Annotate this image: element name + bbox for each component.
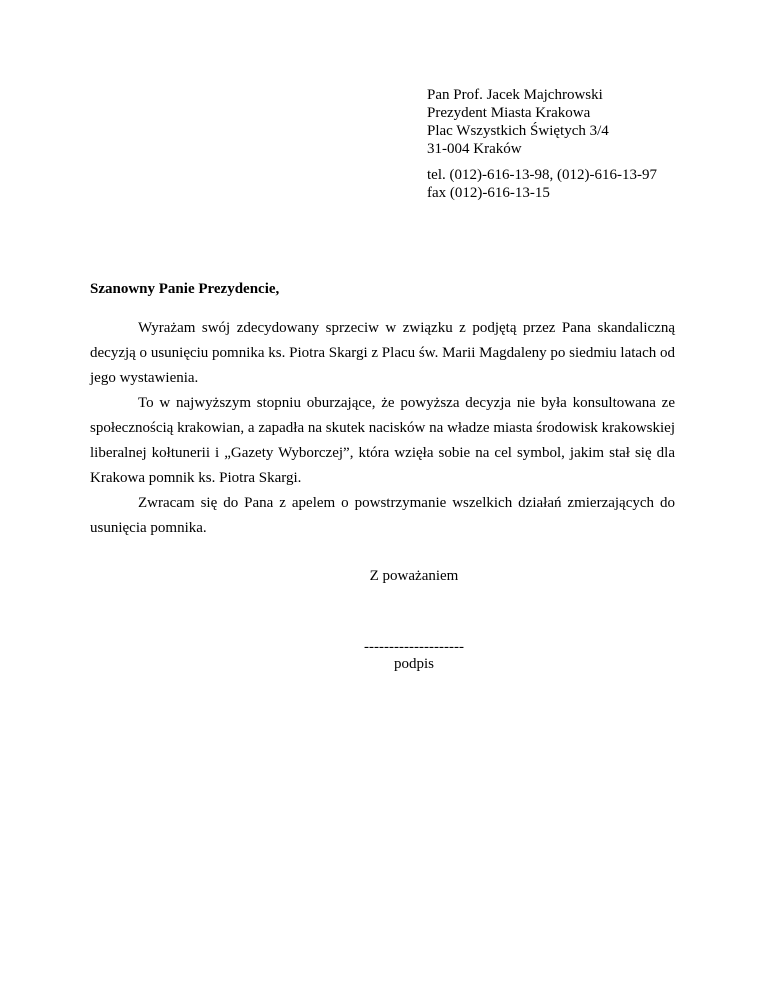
signature-label-text: podpis <box>393 656 434 672</box>
recipient-title: Prezydent Miasta Krakowa <box>427 105 591 121</box>
closing-text: Z poważaniem <box>369 568 459 584</box>
recipient-city: 31-004 Kraków <box>427 141 522 157</box>
recipient-contact <box>427 166 747 202</box>
closing <box>0 568 768 585</box>
recipient-phone: tel. (012)-616-13-98, (012)-616-13-97 <box>427 167 657 183</box>
recipient-street: Plac Wszystkich Świętych 3/4 <box>427 123 609 139</box>
salutation: Szanowny Panie Prezydencie, <box>90 281 280 297</box>
recipient-name: Pan Prof. Jacek Majchrowski <box>427 87 603 103</box>
recipient-fax: fax (012)-616-13-15 <box>427 185 550 201</box>
paragraph-2: To w najwyższym stopniu oburzające, że powyższa decyzja nie była konsultowana ze społecznością krakowian, a zapadła na skutek nacisków na władze miasta środowisk krakowskiej liberalnej kołtunerii i „Gazety Wyborczej”, która wzięła sobie na cel symbol, jakim stał się dla Krakowa pomnik ks. Piotra Skargi. <box>90 395 675 486</box>
recipient-address <box>427 86 747 158</box>
signature-label <box>0 655 768 673</box>
paragraph-1: Wyrażam swój zdecydowany sprzeciw w związku z podjętą przez Pana skandaliczną decyzją o usunięciu pomnika ks. Piotra Skargi z Placu św. Marii Magdaleny po siedmiu latach od jego wystawienia. <box>90 320 675 386</box>
signature-line <box>0 638 768 656</box>
letter-body <box>90 316 675 541</box>
paragraph-3: Zwracam się do Pana z apelem o powstrzymanie wszelkich działań zmierzających do usunięcia pomnika. <box>90 495 675 536</box>
signature-dashes: -------------------- <box>364 639 464 655</box>
